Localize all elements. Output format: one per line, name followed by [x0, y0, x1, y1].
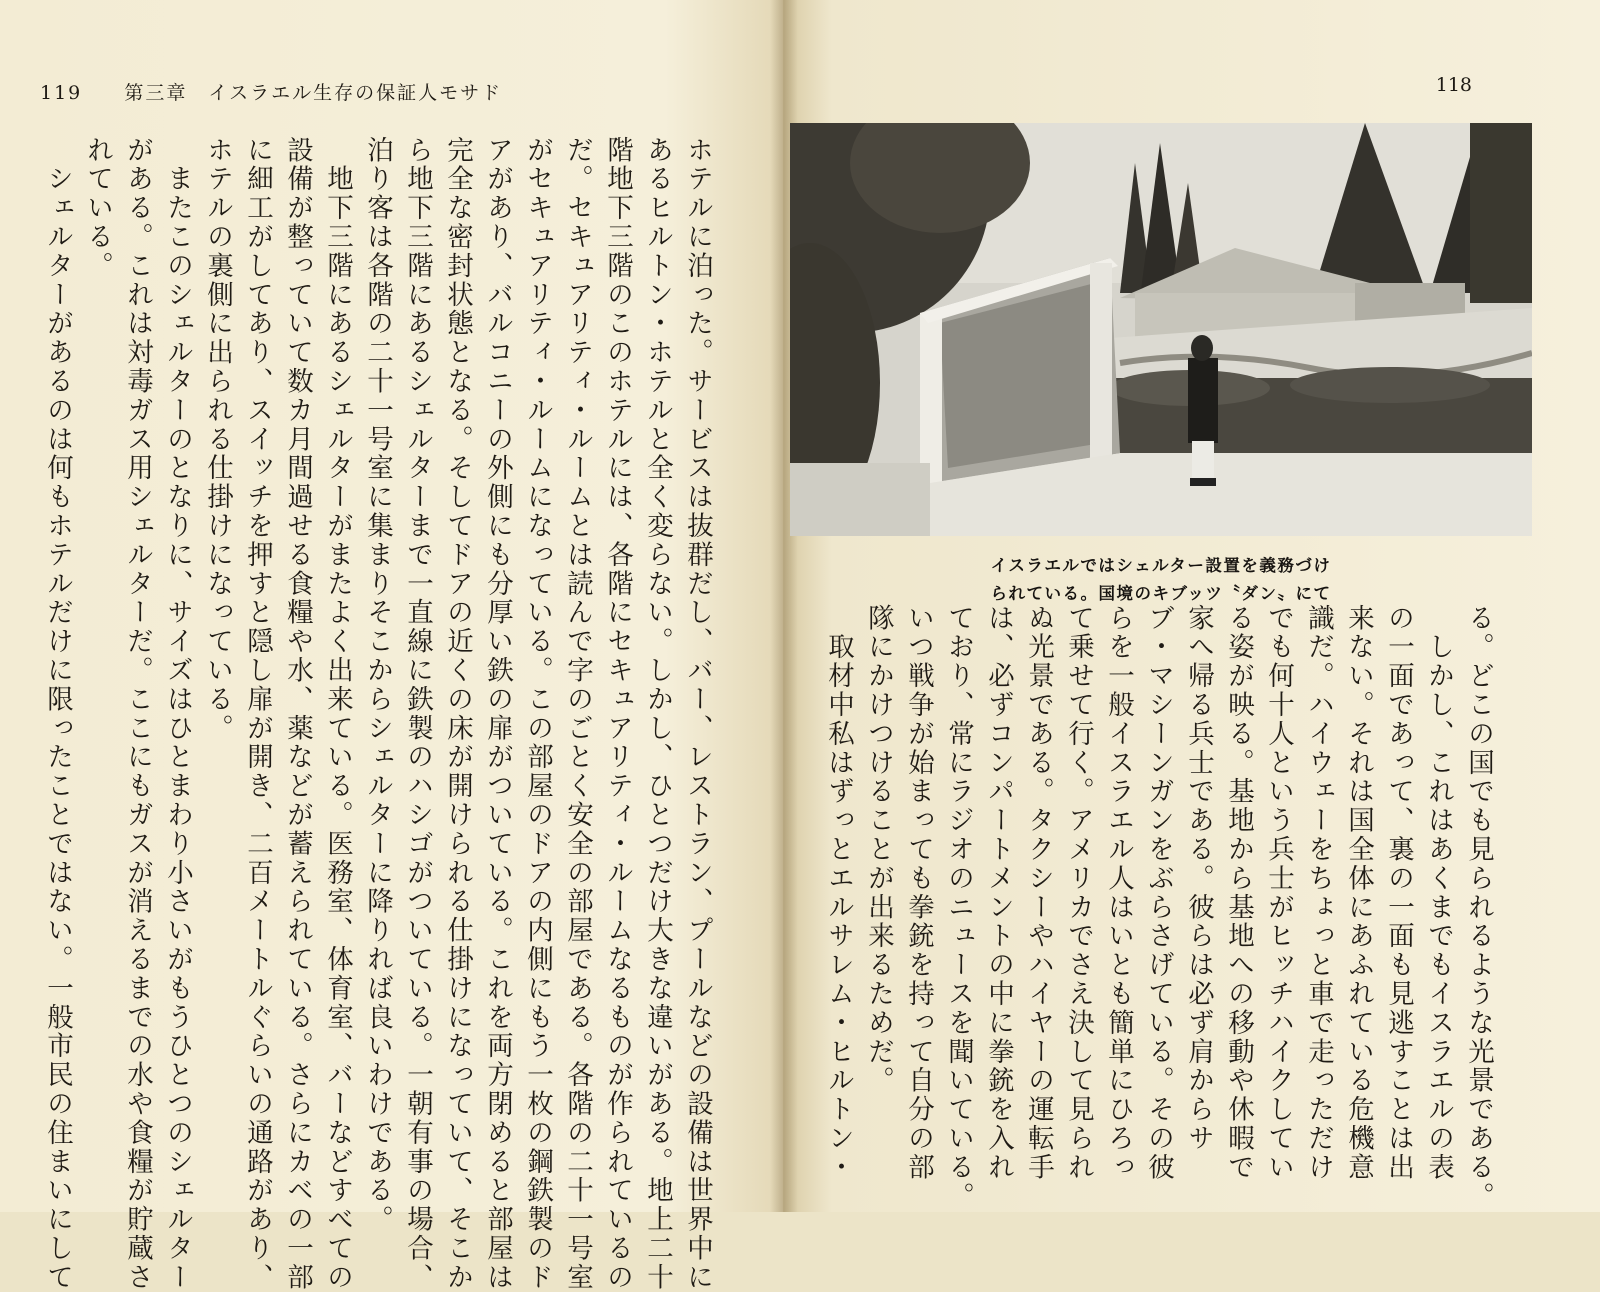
text-column: 取材中私はずっとエルサレム・ヒルトン・ — [823, 604, 854, 1182]
text-column: いつ戦争が始まっても拳銃を持って自分の部 — [903, 604, 934, 1182]
text-column: らを一般イスラエル人はいとも簡単にひろっ — [1103, 604, 1134, 1182]
left-body-text — [42, 136, 717, 1292]
page-number-left: 119 — [40, 82, 83, 104]
text-column: 泊り客は各階の二十一号室に集まりそこからシェルターに降りれば良いわけである。 — [362, 136, 393, 1235]
text-column: ホテルの裏側に出られる仕掛けになっている。 — [202, 136, 233, 743]
text-column: シェルターがあるのは何もホテルだけに限ったことではない。一般市民の住まいにして — [42, 136, 73, 1292]
chapter-title: 第三章 イスラエル生存の保証人モサド — [124, 82, 503, 104]
text-column: 完全な密封状態となる。そしてドアの近くの床が開けられる仕掛けになっていて、そこか — [442, 136, 473, 1292]
caption-line: られている。国境のキブッツ〝ダン〟にて — [990, 584, 1332, 603]
text-column: あるヒルトン・ホテルと全く変らない。しかし、ひとつだけ大きな違いがある。地上二十 — [642, 136, 673, 1292]
text-column: がある。これは対毒ガス用シェルターだ。ここにもガスが消えるまでの水や食糧が貯蔵さ — [122, 136, 153, 1292]
caption-line: イスラエルではシェルター設置を義務づけ — [990, 556, 1332, 575]
text-column: ら地下三階にあるシェルターまで一直線に鉄製のハシゴがついている。一朝有事の場合、 — [402, 136, 433, 1292]
text-column: 設備が整っていて数カ月間過せる食糧や水、薬などが蓄えられている。さらにカベの一部 — [282, 136, 313, 1292]
text-column: て乗せて行く。アメリカでさえ決して見られ — [1063, 604, 1094, 1182]
shelter-photo-illustration — [790, 123, 1532, 536]
right-body-text — [818, 604, 1498, 1224]
text-column: ぬ光景である。タクシーやハイヤーの運転手 — [1023, 604, 1054, 1182]
text-column: れている。 — [82, 136, 113, 281]
text-column: またこのシェルターのとなりに、サイズはひとまわり小さいがもうひとつのシェルター — [162, 136, 193, 1292]
text-column: がセキュアリティ・ルームになっている。この部屋のドアの内側にもう一枚の鋼鉄製のド — [522, 136, 553, 1292]
text-column: 地下三階にあるシェルターがまたよく出来ている。医務室、体育室、バーなどすべての — [322, 136, 353, 1292]
running-header — [40, 78, 740, 105]
shelter-photo — [790, 123, 1532, 536]
text-column: アがあり、バルコニーの外側にも分厚い鉄の扉がついている。これを両方閉めると部屋は — [482, 136, 513, 1292]
text-column: しかし、これはあくまでもイスラエルの表 — [1423, 604, 1454, 1182]
text-column: 来ない。それは国全体にあふれている危機意 — [1343, 604, 1374, 1182]
text-column: ホテルに泊った。サービスは抜群だし、バー、レストラン、プールなどの設備は世界中に — [682, 136, 713, 1292]
text-column: 識だ。ハイウェーをちょっと車で走っただけ — [1303, 604, 1334, 1182]
page-number-right: 118 — [1435, 74, 1472, 96]
text-column: る。どこの国でも見られるような光景である。 — [1463, 604, 1494, 1211]
text-column: の一面であって、裏の一面も見逃すことは出 — [1383, 604, 1414, 1182]
photo-caption — [790, 552, 1532, 608]
text-column: は、必ずコンパートメントの中に拳銃を入れ — [983, 604, 1014, 1182]
text-column: 階地下三階のこのホテルには、各階にセキュアリティ・ルームなるものが作られているの — [602, 136, 633, 1292]
text-column: だ。セキュアリティ・ルームとは読んで字のごとく安全の部屋である。各階の二十一号室 — [562, 136, 593, 1292]
text-column: ブ・マシーンガンをぶらさげている。その彼 — [1143, 604, 1174, 1182]
left-page — [0, 0, 783, 1292]
text-column: 家へ帰る兵士である。彼らは必ず肩からサ — [1183, 604, 1214, 1154]
text-column: 隊にかけつけることが出来るためだ。 — [863, 604, 894, 1096]
text-column: でも何十人という兵士がヒッチハイクしてい — [1263, 604, 1294, 1182]
text-column: る姿が映る。基地から基地への移動や休暇で — [1223, 604, 1254, 1182]
text-column: に細工がしてあり、スイッチを押すと隠し扉が開き、二百メートルぐらいの通路があり、 — [242, 136, 273, 1292]
text-column: ており、常にラジオのニュースを聞いている。 — [943, 604, 974, 1211]
